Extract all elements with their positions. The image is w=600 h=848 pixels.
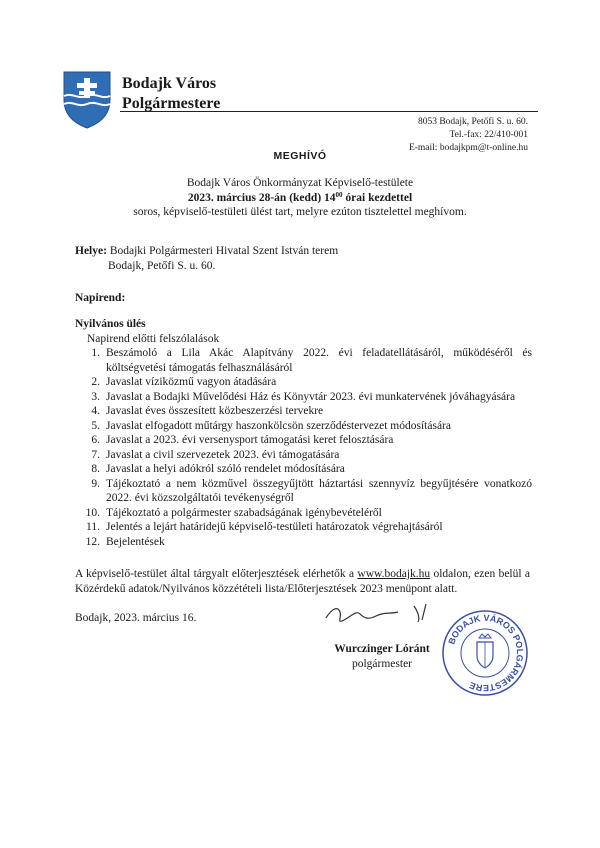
- agenda-item: 9. Tájékoztató a nem közművel összegyűjtött háztartási szennyvíz begyűjtésére vonatkozó 2022. évi közszolgáltatói tevékenységről: [91, 477, 532, 504]
- agenda-item: 12. Bejelentések: [85, 535, 165, 548]
- agenda-item: 8. Javaslat a helyi adókról szóló rendelet módosítására: [91, 463, 345, 475]
- meeting-time-suffix: órai kezdettel: [342, 191, 413, 204]
- meeting-datetime: [60, 191, 540, 206]
- handwritten-signature: [322, 598, 442, 632]
- signer-name: Wurczinger Lóránt: [334, 643, 430, 655]
- meeting-date: 2023. március 28-án (kedd) 14: [187, 191, 336, 204]
- documents-note: A képviselő-testület által tárgyalt előterjesztések elérhetők a www.bodajk.hu oldalon, ezen belül a Közérdekű adatok/Nyilvános közzétételi lista/Előterjesztések 2023 menüpont alatt.: [75, 568, 531, 595]
- agenda-item: 5. Javaslat elfogadott műtárgy haszonkölcsön szerződéstervezet módosítására: [91, 419, 451, 432]
- contact-email: E-mail: bodajkpm@t-online.hu: [408, 143, 528, 153]
- public-session-heading: Nyilvános ülés: [75, 318, 146, 330]
- agenda-item: 4. Javaslat éves összesített közbeszerzési tervekre: [91, 405, 324, 417]
- intro-line-3: soros, képviselő-testületi ülést tart, melyre ezúton tisztelettel meghívom.: [133, 206, 467, 218]
- agenda-heading: Napirend:: [75, 292, 126, 304]
- agenda-item: 11. Jelentés a lejárt határidejű képviselő-testületi határozatok végrehajtásáról: [86, 521, 443, 533]
- issuer-line-1: Bodajk Város: [122, 75, 217, 92]
- meeting-minutes: 00: [335, 190, 343, 199]
- issuer-name: [122, 74, 220, 114]
- coat-of-arms-icon: [62, 70, 112, 130]
- agenda-item: 2. Javaslat víziközmű vagyon átadására: [91, 376, 277, 388]
- agenda-item: 1. Beszámoló a Lila Akác Alapítvány 2022. évi feladatellátásáról, működéséről és költségvetési támogatás felhasználásáról: [91, 347, 532, 374]
- venue-line-1: Bodajki Polgármesteri Hivatal Szent István terem: [106, 245, 339, 257]
- issuer-line-2: Polgármestere: [122, 95, 221, 112]
- venue-block: [75, 244, 338, 274]
- agenda-item: 3. Javaslat a Bodajki Művelődési Ház és Könyvtár 2023. évi munkatervének jóváhagyására: [91, 390, 516, 403]
- intro-block: [60, 176, 540, 220]
- svg-text:BODAJK VÁROS POLGÁRMESTERE: BODAJK VÁROS POLGÁRMESTERE: [446, 612, 526, 694]
- signer-role: polgármester: [351, 658, 413, 670]
- signer-block: [322, 642, 442, 672]
- agenda-list: [82, 346, 532, 549]
- venue-line-2: Bodajk, Petőfi S. u. 60.: [108, 260, 216, 272]
- venue-label: Helye:: [75, 245, 107, 257]
- official-stamp-icon: [440, 608, 530, 698]
- website-link[interactable]: www.bodajk.hu: [357, 568, 431, 580]
- date-line: Bodajk, 2023. március 16.: [75, 612, 197, 624]
- header-rule: [120, 111, 538, 112]
- agenda-item: 6. Javaslat a 2023. évi versenysport támogatási keret felosztására: [91, 434, 394, 446]
- agenda-item: 10. Tájékoztató a polgármester szabadságának igénybevételéről: [85, 506, 382, 519]
- pre-agenda-item: Napirend előtti felszólalások: [87, 333, 220, 345]
- contact-phone: Tel.-fax: 22/410-001: [449, 130, 528, 140]
- document-title: MEGHÍVÓ: [273, 150, 327, 162]
- contact-address: 8053 Bodajk, Petőfi S. u. 60.: [417, 117, 528, 127]
- agenda-item: 7. Javaslat a civil szervezetek 2023. évi támogatására: [91, 448, 340, 461]
- intro-line-1: Bodajk Város Önkormányzat Képviselő-testülete: [186, 177, 414, 189]
